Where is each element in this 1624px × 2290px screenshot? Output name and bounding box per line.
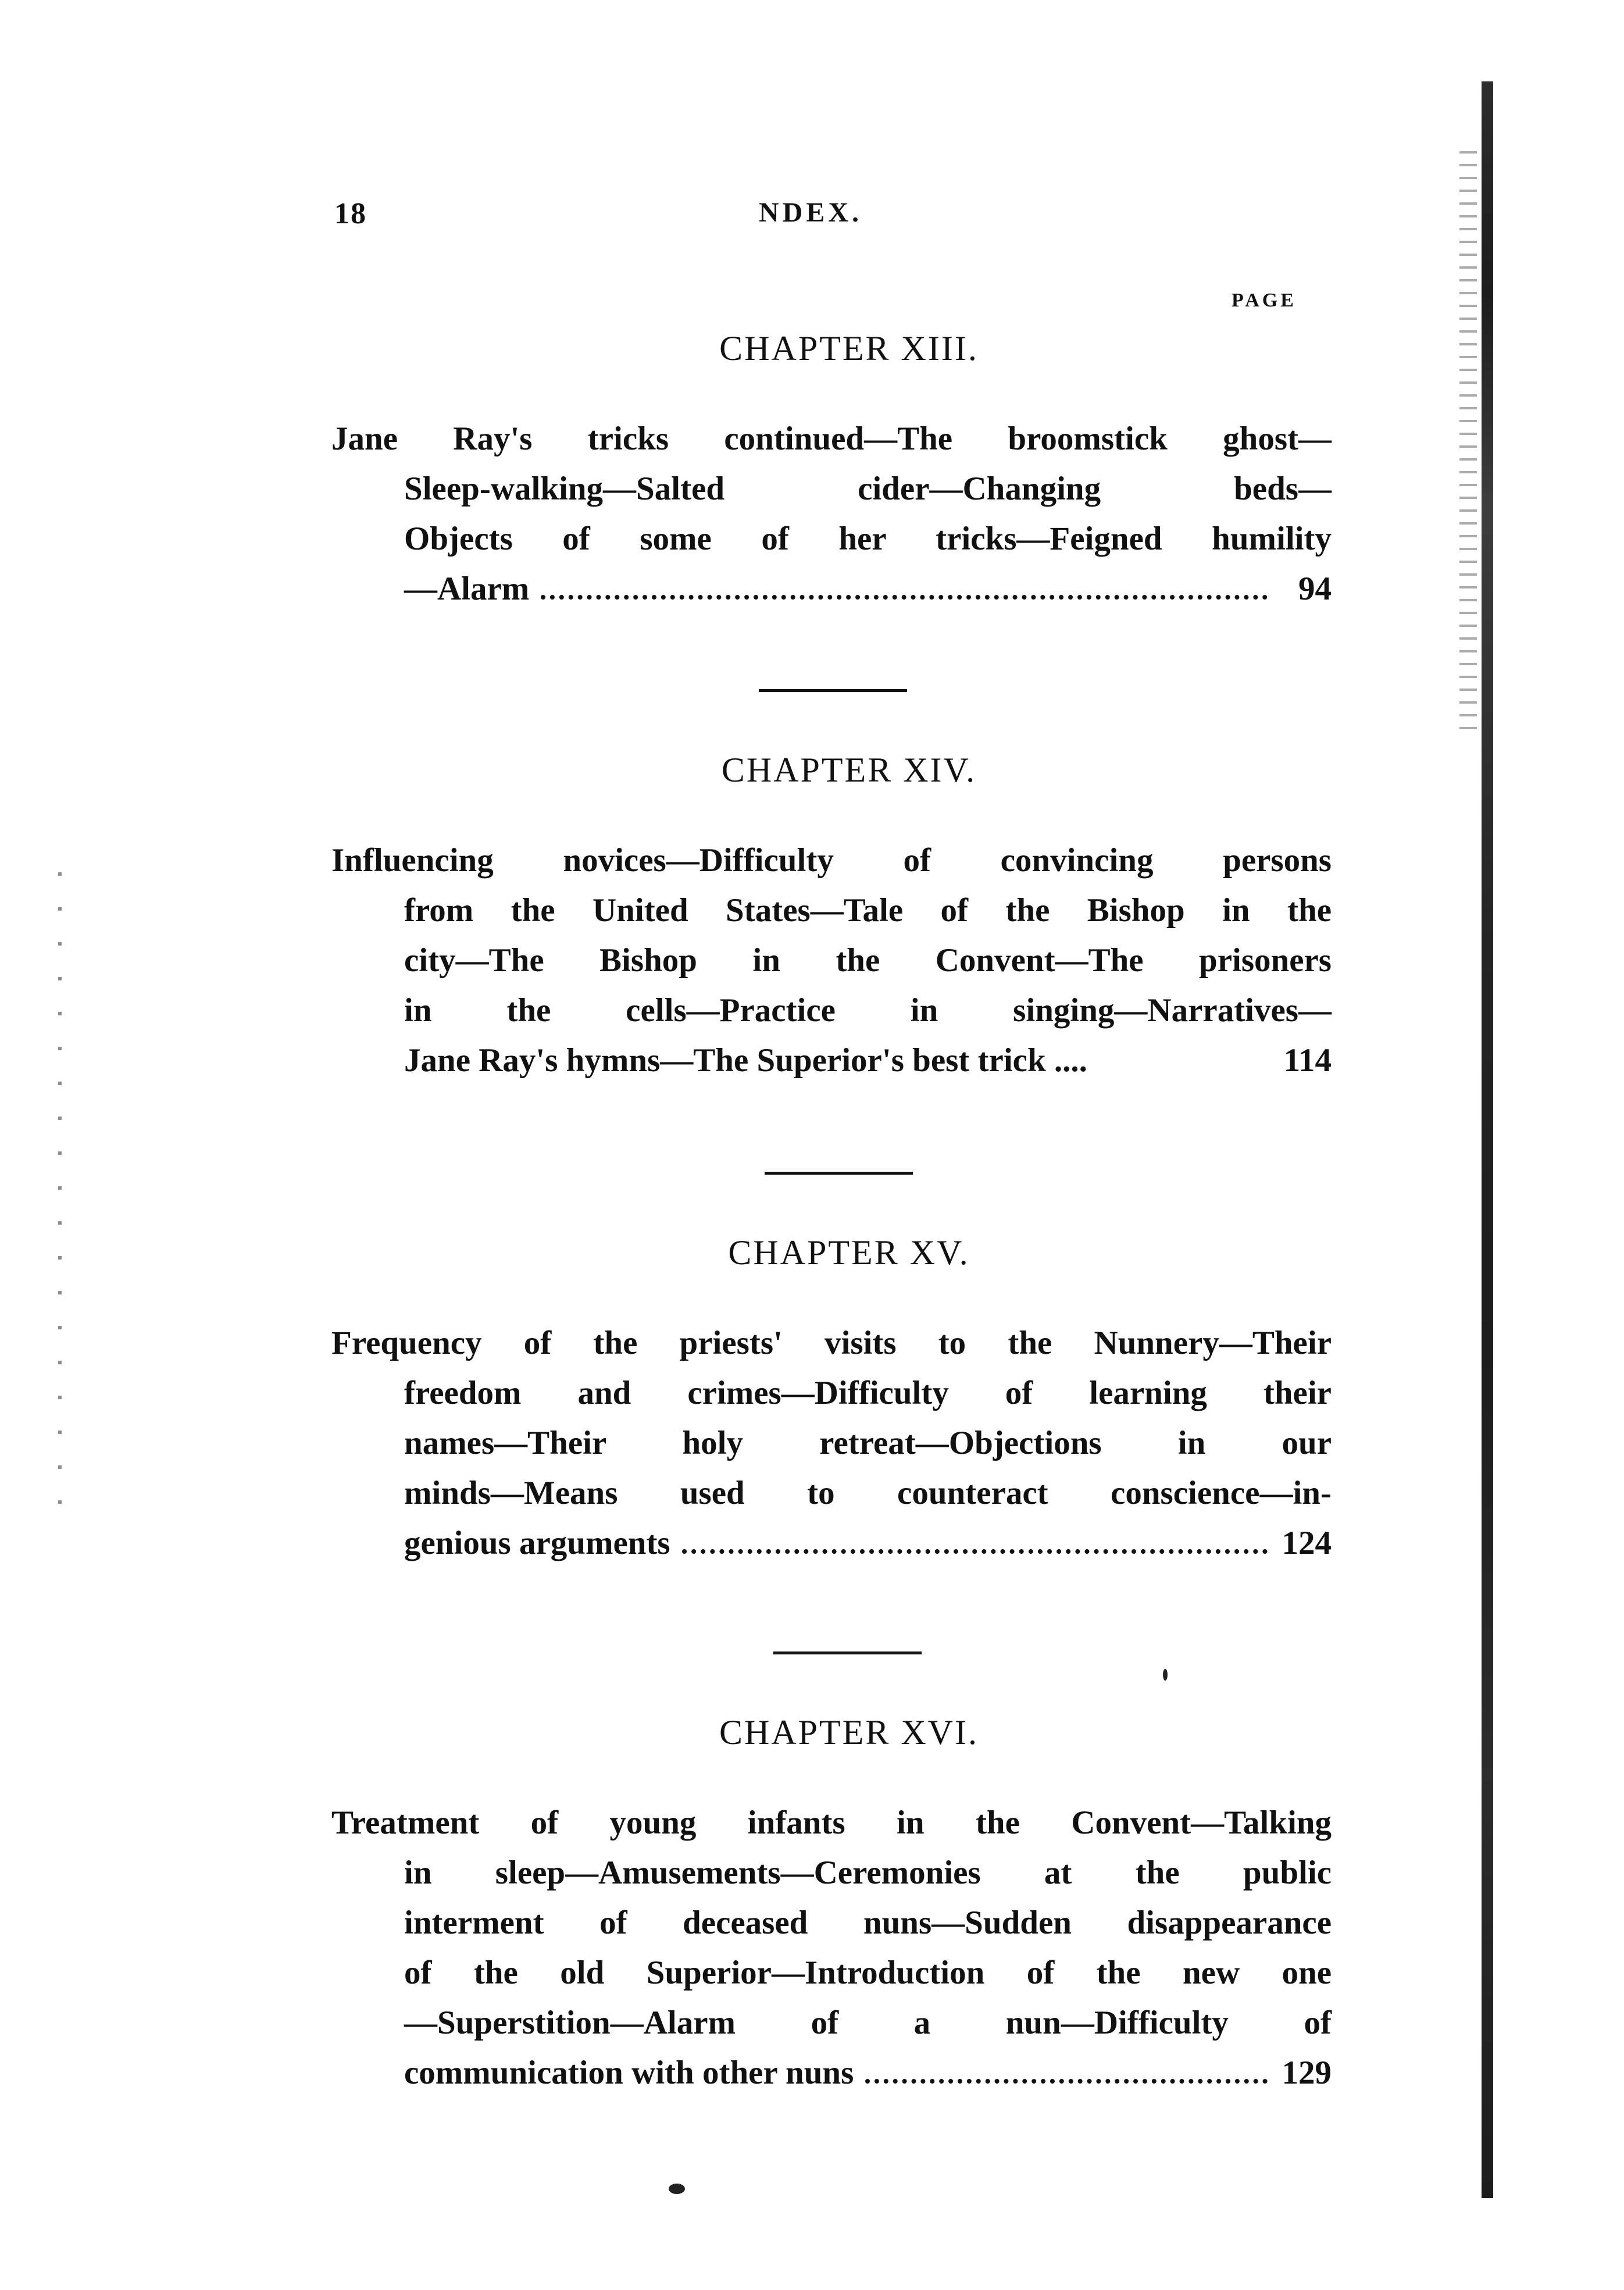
- chapter-heading: CHAPTER XV.: [728, 1233, 970, 1272]
- chapter-summary: [331, 1318, 1332, 1568]
- page-column-label: PAGE: [1232, 290, 1297, 311]
- section-divider: [765, 1172, 913, 1175]
- chapter-heading: CHAPTER XIV.: [721, 751, 977, 789]
- page-reference: 124: [1282, 1525, 1332, 1561]
- page-reference: 129: [1282, 2054, 1332, 2091]
- summary-last-line: [331, 564, 1332, 614]
- page-reference: 94: [1298, 570, 1332, 607]
- summary-last-line: [331, 1518, 1332, 1568]
- chapter-summary: [331, 836, 1332, 1086]
- scan-speck: [1163, 1669, 1168, 1681]
- summary-line: from the United States—Tale of the Bishop in the: [404, 892, 1332, 929]
- chapter-entry: [331, 750, 1332, 1086]
- summary-line: in the cells—Practice in singing—Narratives—: [404, 992, 1332, 1029]
- summary-line: Frequency of the priests' visits to the Nunnery—Their: [331, 1325, 1332, 1361]
- chapter-summary: [331, 1798, 1332, 2098]
- dot-leader: [865, 2079, 1268, 2084]
- dot-leader: [541, 595, 1268, 600]
- summary-line: —Alarm: [404, 570, 530, 607]
- summary-line: Objects of some of her tricks—Feigned humility: [404, 520, 1332, 557]
- summary-line: Sleep-walking—Salted cider—Changing beds—: [404, 470, 1332, 507]
- chapter-entry: [331, 1713, 1332, 2098]
- summary-line: Influencing novices—Difficulty of convincing persons: [331, 842, 1332, 879]
- summary-line: communication with other nuns: [404, 2054, 854, 2091]
- summary-line: names—Their holy retreat—Objections in our: [404, 1425, 1332, 1461]
- summary-line: minds—Means used to counteract conscience—in-: [404, 1475, 1332, 1511]
- page-number: 18: [334, 197, 367, 230]
- section-divider: [773, 1651, 922, 1654]
- chapter-summary: [331, 414, 1332, 614]
- chapter-heading: CHAPTER XVI.: [719, 1713, 979, 1752]
- summary-last-line: [331, 1036, 1332, 1086]
- summary-line: in sleep—Amusements—Ceremonies at the public: [404, 1854, 1332, 1891]
- running-title: NDEX.: [759, 197, 863, 228]
- scan-speck: [669, 2184, 685, 2194]
- summary-line: —Superstition—Alarm of a nun—Difficulty of: [404, 2004, 1332, 2041]
- summary-line: genious arguments: [404, 1525, 670, 1561]
- scan-gutter-noise: [1459, 151, 1477, 733]
- section-divider: [759, 689, 907, 692]
- summary-line: interment of deceased nuns—Sudden disappearance: [404, 1904, 1332, 1941]
- running-head: [334, 197, 1323, 243]
- scan-margin-specks: [58, 872, 62, 1512]
- summary-line: Treatment of young infants in the Convent—Talking: [331, 1804, 1332, 1841]
- scan-gutter-shadow: [1482, 81, 1493, 2198]
- chapter-entry: [331, 1233, 1332, 1568]
- summary-line: Jane Ray's tricks continued—The broomstick ghost—: [331, 420, 1332, 457]
- summary-line: Jane Ray's hymns—The Superior's best trick ....: [404, 1042, 1087, 1079]
- summary-line: city—The Bishop in the Convent—The prisoners: [404, 942, 1332, 979]
- summary-line: of the old Superior—Introduction of the new one: [404, 1954, 1332, 1991]
- chapter-entry: [331, 329, 1332, 614]
- dot-leader: [682, 1549, 1268, 1554]
- summary-last-line: [331, 2048, 1332, 2098]
- page-reference: 114: [1283, 1042, 1332, 1079]
- chapter-heading: CHAPTER XIII.: [719, 329, 979, 368]
- summary-line: freedom and crimes—Difficulty of learning their: [404, 1375, 1332, 1411]
